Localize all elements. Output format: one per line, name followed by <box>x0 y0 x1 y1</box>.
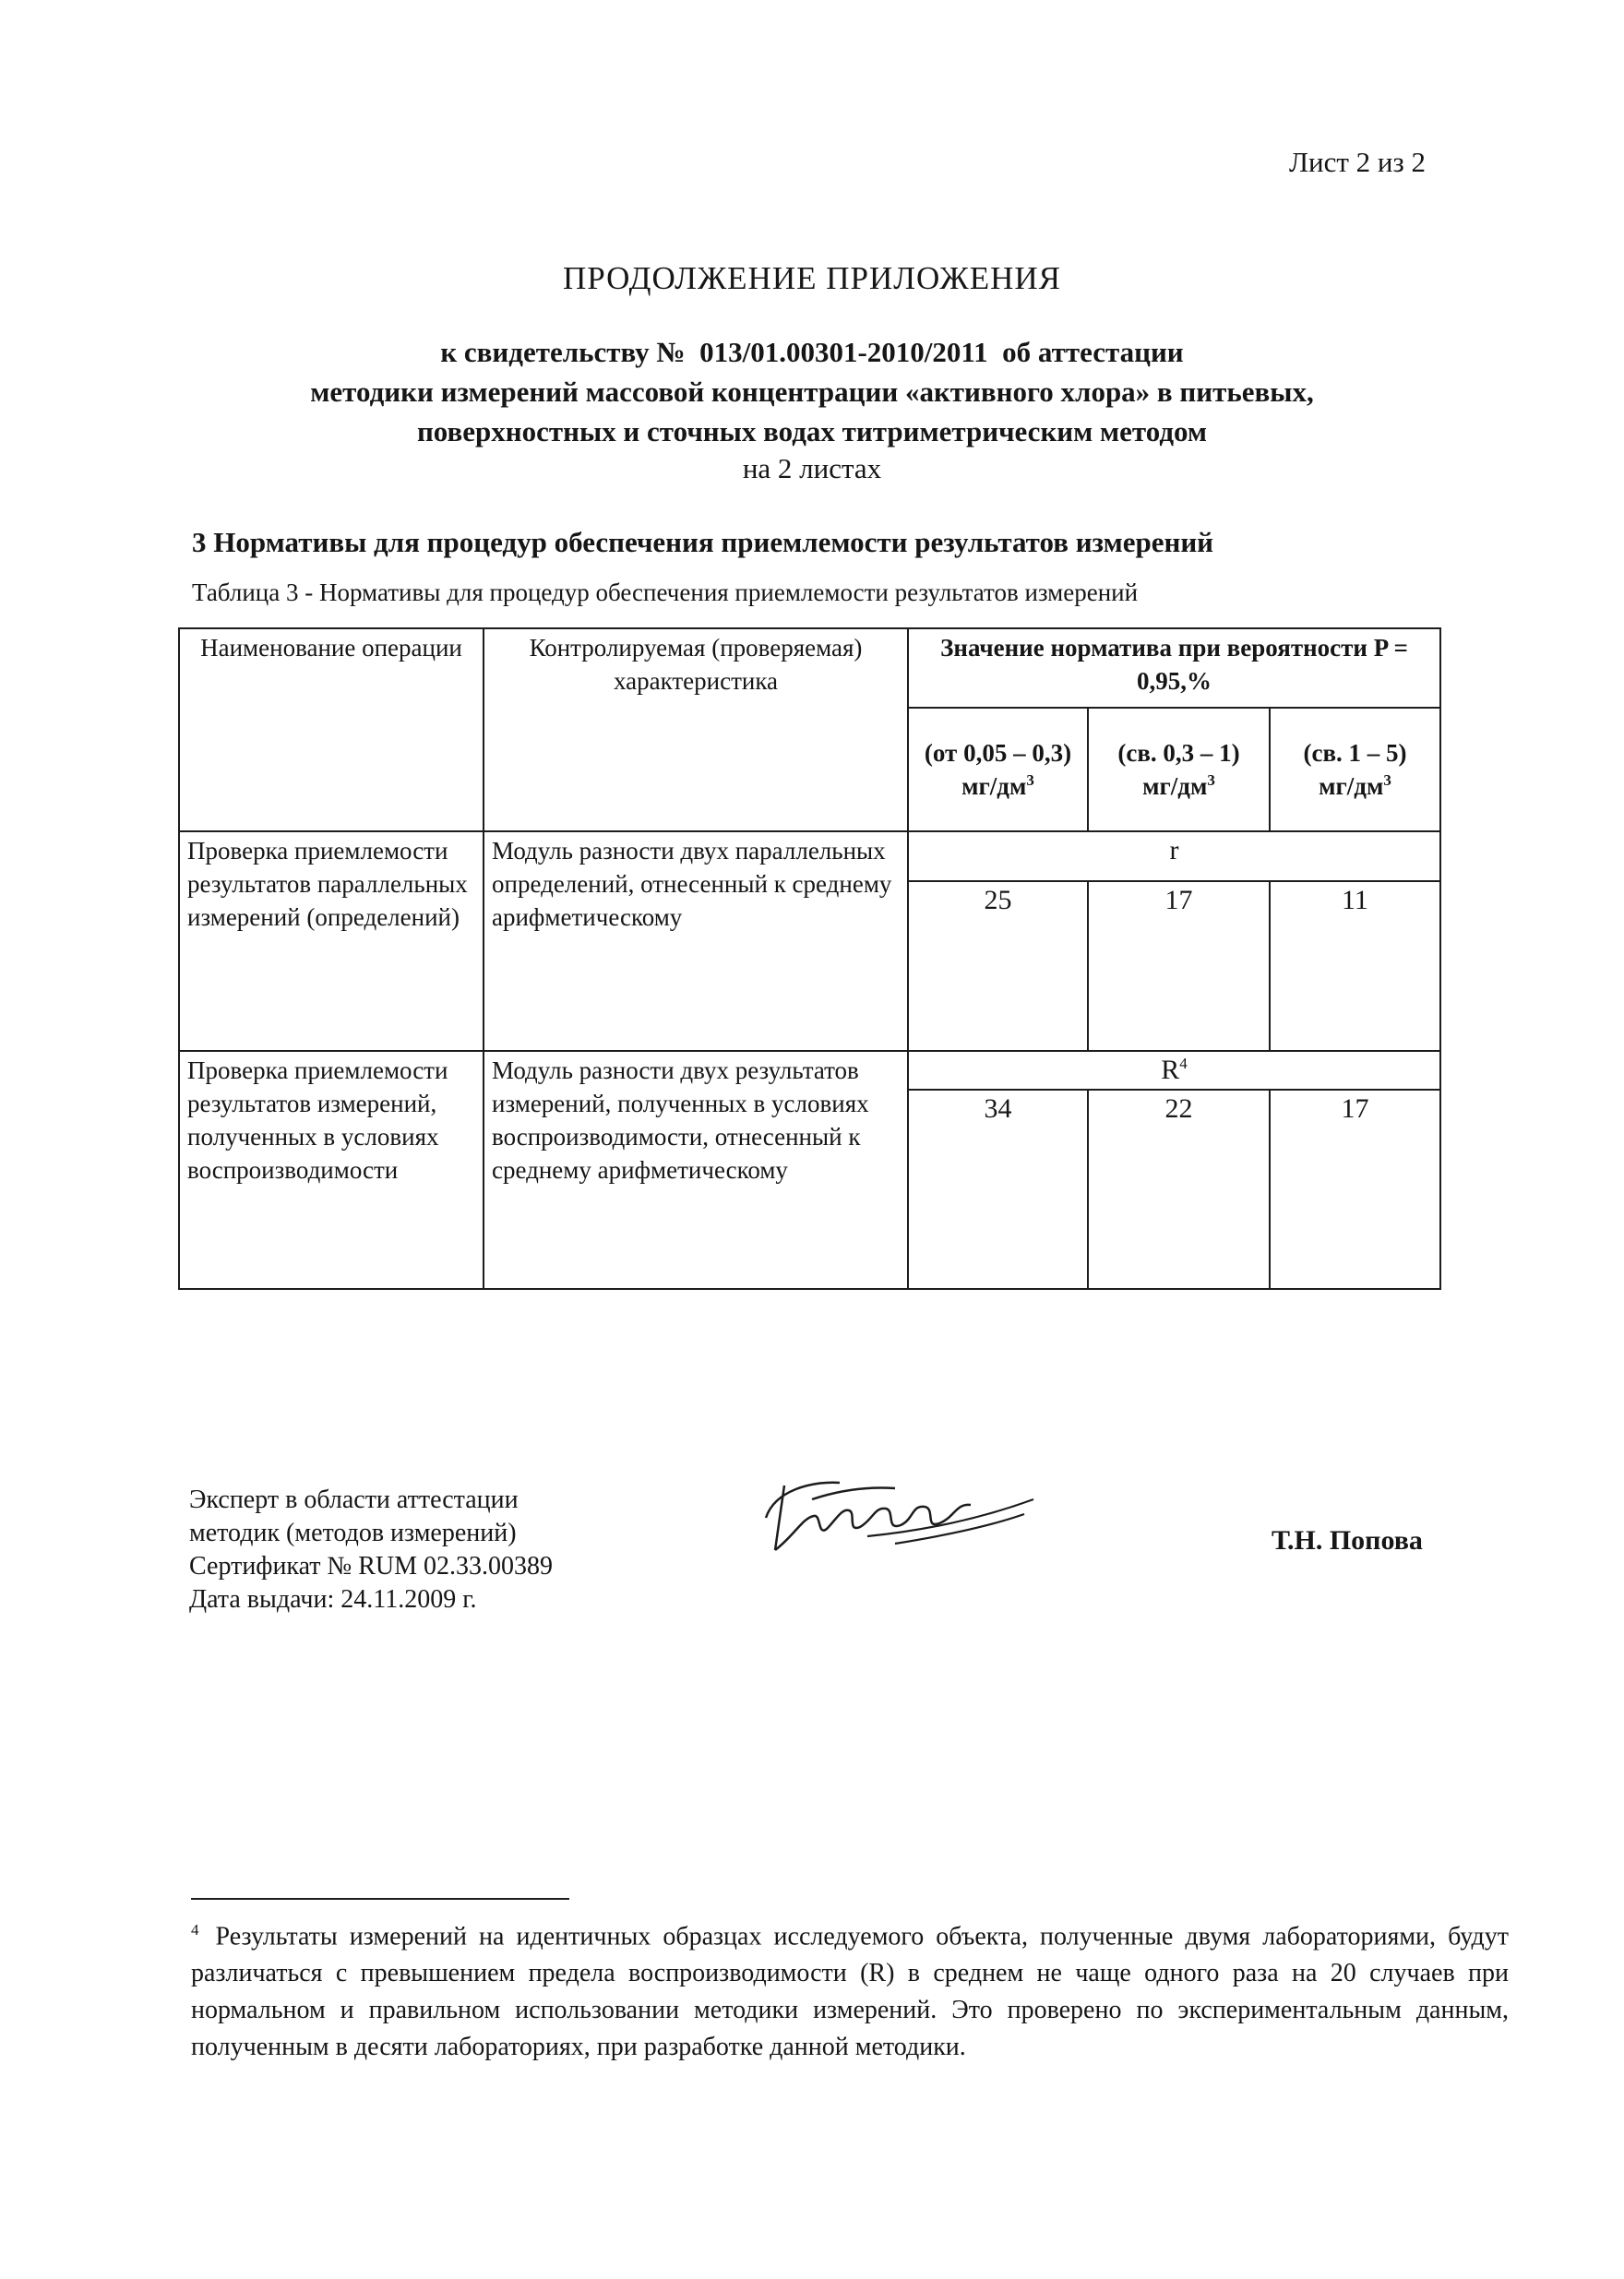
range-2-label: (св. 0,3 – 1) <box>1117 739 1240 767</box>
certificate-number: 013/01.00301-2010/2011 <box>699 336 988 368</box>
row-1-characteristic: Модуль разности двух параллельных определений, отнесенный к среднему арифметическому <box>484 831 908 1051</box>
row-2-symbol <box>908 1051 1440 1090</box>
row-2-value-1: 34 <box>908 1090 1088 1289</box>
range-1-exp: 3 <box>1026 771 1034 789</box>
footnote <box>191 1912 1509 2066</box>
expert-issue-date: Дата выдачи: 24.11.2009 г. <box>189 1585 477 1614</box>
table-row <box>179 831 1440 881</box>
header-characteristic: Контролируемая (проверяемая) характеристика <box>484 628 908 831</box>
table-header-row <box>179 628 1440 708</box>
range-3-exp: 3 <box>1383 771 1391 789</box>
row-2-operation: Проверка приемлемости результатов измерений, полученных в условиях воспроизводимости <box>179 1051 484 1289</box>
range-3 <box>1270 708 1440 831</box>
row-2-value-2: 22 <box>1088 1090 1270 1289</box>
row-1-symbol-text: r <box>1169 835 1179 865</box>
range-2-unit: мг/дм <box>1142 772 1208 800</box>
certificate-prefix: к свидетельству № <box>440 336 686 368</box>
certificate-line <box>0 334 1624 371</box>
expert-block <box>189 1484 553 1617</box>
method-title-line-1: методики измерений массовой концентрации «активного хлора» в питьевых, <box>310 376 1314 408</box>
method-title-line-2: поверхностных и сточных водах титриметрическим методом <box>416 415 1208 447</box>
range-1-label: (от 0,05 – 0,3) <box>924 739 1072 767</box>
expert-line-2: методик (методов измерений) <box>189 1519 517 1547</box>
row-1-value-3: 11 <box>1270 881 1440 1051</box>
range-1 <box>908 708 1088 831</box>
row-2-symbol-sup: 4 <box>1179 1055 1188 1072</box>
header-norm-value: Значение норматива при вероятности P = 0,95,% <box>908 628 1440 708</box>
expert-line-1: Эксперт в области аттестации <box>189 1486 519 1514</box>
header-operation: Наименование операции <box>179 628 484 831</box>
row-2-symbol-text: R <box>1161 1055 1180 1085</box>
appendix-heading: ПРОДОЛЖЕНИЕ ПРИЛОЖЕНИЯ <box>562 260 1062 296</box>
row-1-operation: Проверка приемлемости результатов параллельных измерений (определений) <box>179 831 484 1051</box>
row-1-value-2: 17 <box>1088 881 1270 1051</box>
footnote-text: Результаты измерений на идентичных образцах исследуемого объекта, полученные двумя лабораториями, будут различаться с превышением предела воспроизводимости (R) в среднем не чаще одного раза на 20 случаев при нормальном и правильном использовании методики измерений. Это проверено по экспериментальным данным, полученным в десяти лабораториях, при разработке данной методики. <box>191 1922 1509 2062</box>
certificate-suffix: об аттестации <box>1002 336 1184 368</box>
range-2 <box>1088 708 1270 831</box>
section-title: 3 Нормативы для процедур обеспечения приемлемости результатов измерений <box>192 526 1214 558</box>
row-2-characteristic: Модуль разности двух результатов измерений, полученных в условиях воспроизводимости, отнесенный к среднему арифметическому <box>484 1051 908 1289</box>
range-3-label: (св. 1 – 5) <box>1303 739 1407 767</box>
range-2-exp: 3 <box>1207 771 1215 789</box>
norms-table <box>178 627 1441 1290</box>
footnote-marker: 4 <box>191 1921 199 1939</box>
signature-image <box>757 1462 1043 1564</box>
range-1-unit: мг/дм <box>961 772 1027 800</box>
range-3-unit: мг/дм <box>1319 772 1384 800</box>
footnote-divider <box>191 1898 569 1900</box>
table-caption: Таблица 3 - Нормативы для процедур обеспечения приемлемости результатов измерений <box>192 579 1139 606</box>
expert-certificate: Сертификат № RUM 02.33.00389 <box>189 1552 554 1581</box>
row-1-value-1: 25 <box>908 881 1088 1051</box>
row-2-value-3: 17 <box>1270 1090 1440 1289</box>
table-row <box>179 1051 1440 1090</box>
sheet-count-line <box>0 450 1624 487</box>
sheet-number: Лист 2 из 2 <box>1288 146 1426 178</box>
signatory-name: Т.Н. Попова <box>1272 1525 1423 1556</box>
sheet-count: на 2 листах <box>742 452 882 484</box>
row-1-symbol <box>908 831 1440 881</box>
